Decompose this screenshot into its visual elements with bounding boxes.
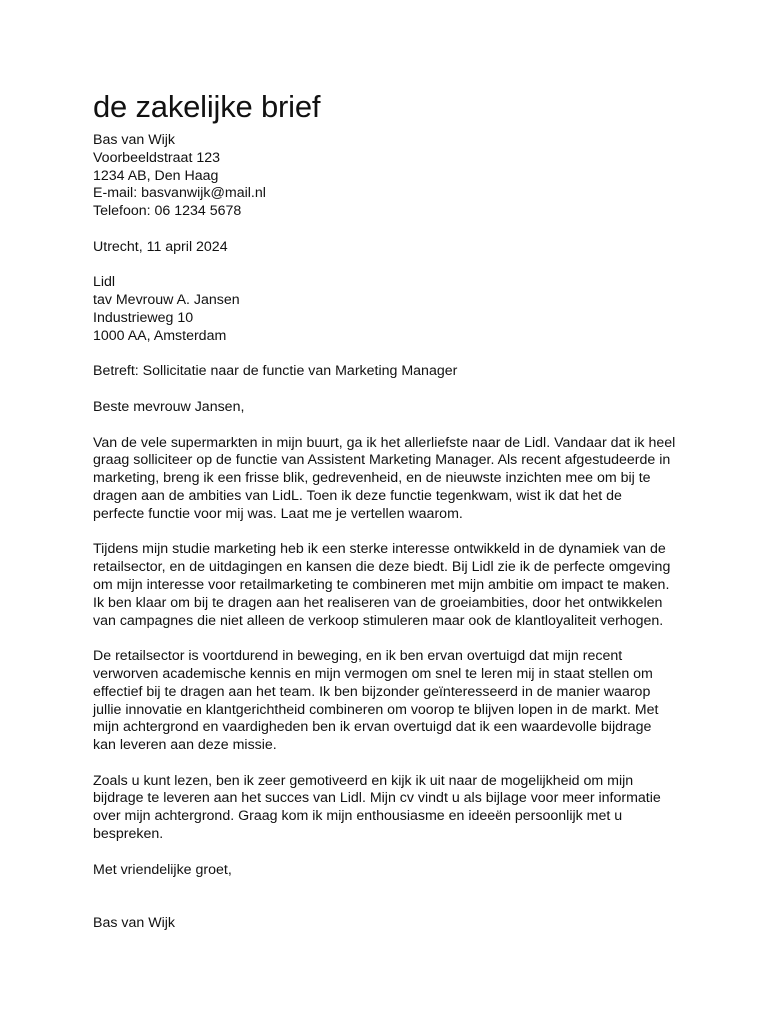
subject-text: Betreft: Sollicitatie naar de functie van Marketing Manager	[93, 363, 458, 380]
paragraph-line: over mijn achtergrond. Graag kom ik mijn enthousiasme en ideeën persoonlijk met u	[93, 808, 623, 825]
body-paragraph-2	[93, 541, 693, 630]
paragraph-line: om mijn interesse voor retailmarketing te combineren met mijn ambitie om impact te maken.	[93, 576, 670, 593]
paragraph-line: Tijdens mijn studie marketing heb ik een sterke interesse ontwikkeld in de dynamiek van de	[93, 541, 666, 558]
sender-postal-city: 1234 AB, Den Haag	[93, 167, 219, 184]
signature-name: Bas van Wijk	[93, 915, 175, 932]
place-date-text: Utrecht, 11 april 2024	[93, 238, 228, 255]
paragraph-line: marketing, breng ik een frisse blik, gedrevenheid, en de nieuwste inzichten mee om bij te	[93, 470, 651, 487]
sender-address	[93, 132, 693, 221]
recipient-company: Lidl	[93, 274, 116, 291]
sender-email: E-mail: basvanwijk@mail.nl	[93, 185, 266, 202]
paragraph-line: dragen aan de ambities van LidL. Toen ik deze functie tegenkwam, wist ik dat het de	[93, 487, 622, 504]
place-date	[93, 239, 693, 257]
sender-name: Bas van Wijk	[93, 132, 175, 148]
paragraph-line: perfecte functie voor mij was. Laat me je vertellen waarom.	[93, 505, 463, 522]
paragraph-line: Ik ben klaar om bij te dragen aan het realiseren van de groeiambities, door het ontwikkelen	[93, 594, 663, 611]
closing	[93, 862, 693, 880]
recipient-postal-city: 1000 AA, Amsterdam	[93, 327, 227, 344]
signature	[93, 915, 693, 933]
paragraph-line: van campagnes die niet alleen de verkoop stimuleren maar ook de klantloyaliteit verhogen.	[93, 612, 664, 629]
paragraph-line: bespreken.	[93, 826, 164, 843]
body-paragraph-3	[93, 648, 693, 755]
subject-line	[93, 363, 693, 381]
paragraph-line: graag solliciteer op de functie van Assistent Marketing Manager. Als recent afgestudeerde in	[93, 452, 671, 469]
body-paragraph-4	[93, 773, 693, 844]
paragraph-line: effectief bij te dragen aan het team. Ik ben bijzonder geïnteresseerd in de manier waarop	[93, 683, 651, 700]
paragraph-line: verworven academische kennis en mijn vermogen om snel te leren mij in staat stellen om	[93, 665, 653, 682]
closing-text: Met vriendelijke groet,	[93, 861, 232, 878]
salutation	[93, 399, 693, 417]
letter-page	[93, 88, 693, 933]
body-paragraph-1	[93, 435, 693, 524]
sender-phone: Telefoon: 06 1234 5678	[93, 203, 242, 220]
paragraph-line: retailsector, en de uitdagingen en kansen die deze biedt. Bij Lidl zie ik de perfecte omgeving	[93, 559, 671, 576]
recipient-street: Industrieweg 10	[93, 309, 194, 326]
paragraph-line: De retailsector is voortdurend in beweging, en ik ben ervan overtuigd dat mijn recent	[93, 648, 623, 665]
paragraph-line: jullie innovatie en klantgerichtheid combineren om voorop te blijven lopen in de markt. Met	[93, 701, 659, 718]
recipient-attention: tav Mevrouw A. Jansen	[93, 292, 240, 309]
paragraph-line: mijn achtergrond en vaardigheden ben ik ervan overtuigd dat ik een waardevolle bijdrage	[93, 719, 652, 736]
salutation-text: Beste mevrouw Jansen,	[93, 398, 245, 415]
sender-street: Voorbeeldstraat 123	[93, 149, 220, 166]
paragraph-line: Zoals u kunt lezen, ben ik zeer gemotiveerd en kijk ik uit naar de mogelijkheid om mijn	[93, 772, 634, 789]
document-title: de zakelijke brief	[93, 89, 321, 124]
paragraph-line: kan leveren aan deze missie.	[93, 737, 277, 754]
paragraph-line: Van de vele supermarkten in mijn buurt, ga ik het allerliefste naar de Lidl. Vandaar dat ik heel	[93, 434, 676, 451]
recipient-address	[93, 274, 693, 345]
paragraph-line: bijdrage te leveren aan het succes van Lidl. Mijn cv vindt u als bijlage voor meer informatie	[93, 790, 661, 807]
